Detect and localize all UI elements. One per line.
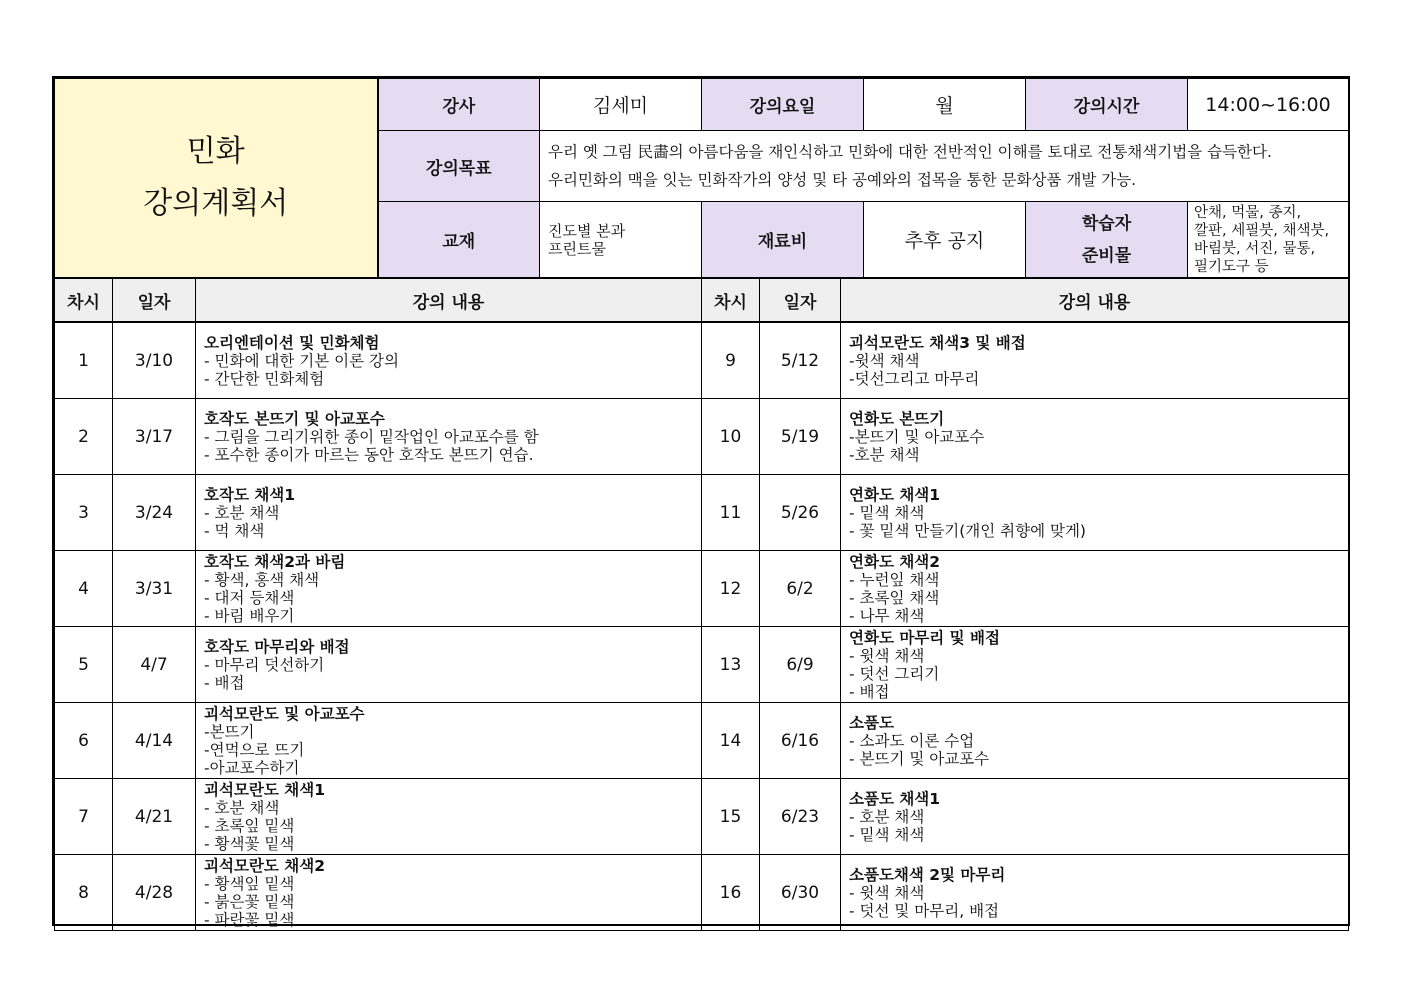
table-row — [55, 399, 1349, 475]
session-number: 16 — [702, 855, 760, 931]
session-number: 6 — [55, 703, 113, 779]
session-title: 괴석모란도 채색3 및 배접 — [849, 333, 1026, 352]
session-number: 7 — [55, 779, 113, 855]
table-row — [55, 551, 1349, 627]
table-row — [55, 627, 1349, 703]
prep-line-2: 깔판, 세필붓, 채색붓, — [1194, 222, 1330, 239]
session-number: 3 — [55, 475, 113, 551]
session-content — [196, 855, 702, 931]
session-date: 6/16 — [760, 703, 841, 779]
session-title: 괴석모란도 채색2 — [204, 856, 325, 875]
prep-line-4: 필기도구 등 — [1194, 258, 1269, 275]
title-line-2: 강의계획서 — [143, 186, 289, 221]
session-content — [196, 627, 702, 703]
day-value: 월 — [864, 79, 1026, 131]
session-detail-line: - 대저 등채색 — [204, 588, 295, 607]
document-title — [55, 79, 378, 278]
col-session-right: 차시 — [702, 279, 760, 323]
session-content — [841, 551, 1349, 627]
session-detail-line: - 파란꽃 밑색 — [204, 910, 295, 929]
session-content — [196, 779, 702, 855]
day-label: 강의요일 — [702, 79, 864, 131]
session-date: 3/10 — [113, 322, 196, 399]
session-content — [841, 855, 1349, 931]
session-content — [196, 475, 702, 551]
session-title: 호작도 본뜨기 및 아교포수 — [204, 409, 385, 428]
session-detail-line: - 누런잎 채색 — [849, 570, 940, 589]
session-detail-line: - 마무리 덧선하기 — [204, 655, 325, 674]
session-number: 9 — [702, 322, 760, 399]
session-content — [196, 551, 702, 627]
session-title: 연화도 채색1 — [849, 485, 941, 504]
session-detail-line: - 배접 — [204, 673, 245, 692]
session-number: 1 — [55, 322, 113, 399]
session-content — [196, 399, 702, 475]
session-date: 5/26 — [760, 475, 841, 551]
session-content — [196, 703, 702, 779]
time-value: 14:00~16:00 — [1188, 79, 1349, 131]
goal-line-1: 우리 옛 그림 民畵의 아름다움을 재인식하고 민화에 대한 전반적인 이해를 토대로 전통채색기법을 습득한다. — [548, 143, 1272, 161]
session-content — [841, 779, 1349, 855]
session-title: 호작도 채색1 — [204, 485, 296, 504]
session-title: 연화도 마무리 및 배접 — [849, 628, 1000, 647]
session-detail-line: - 나무 채색 — [849, 606, 925, 625]
session-detail-line: -윗색 채색 — [849, 351, 920, 370]
table-row — [55, 779, 1349, 855]
session-detail-line: -호분 채색 — [849, 445, 920, 464]
session-number: 10 — [702, 399, 760, 475]
table-row — [55, 475, 1349, 551]
prep-label-line-1: 학습자 — [1081, 213, 1132, 234]
table-row — [55, 703, 1349, 779]
table-row — [55, 855, 1349, 931]
prep-line-3: 바림붓, 서진, 물통, — [1194, 240, 1316, 257]
session-date: 6/9 — [760, 627, 841, 703]
session-detail-line: - 꽃 밑색 만들기(개인 취향에 맞게) — [849, 521, 1086, 540]
session-number: 4 — [55, 551, 113, 627]
session-detail-line: -연먹으로 뜨기 — [204, 740, 305, 759]
session-number: 2 — [55, 399, 113, 475]
session-detail-line: - 호분 채색 — [204, 798, 280, 817]
session-detail-line: - 붉은꽃 밑색 — [204, 892, 295, 911]
session-date: 4/28 — [113, 855, 196, 931]
session-detail-line: - 윗색 채색 — [849, 883, 925, 902]
session-number: 12 — [702, 551, 760, 627]
session-content — [841, 399, 1349, 475]
session-date: 6/23 — [760, 779, 841, 855]
session-detail-line: - 윗색 채색 — [849, 646, 925, 665]
session-content — [841, 627, 1349, 703]
session-title: 연화도 본뜨기 — [849, 409, 945, 428]
session-date: 3/31 — [113, 551, 196, 627]
textbook-value — [540, 202, 702, 278]
textbook-label: 교재 — [378, 202, 540, 278]
session-number: 8 — [55, 855, 113, 931]
session-content — [841, 703, 1349, 779]
session-content — [196, 322, 702, 399]
session-title: 괴석모란도 및 아교포수 — [204, 704, 365, 723]
fee-label: 재료비 — [702, 202, 864, 278]
session-number: 11 — [702, 475, 760, 551]
session-title: 호작도 마무리와 배접 — [204, 637, 350, 656]
session-detail-line: -본뜨기 — [204, 722, 255, 741]
title-line-1: 민화 — [186, 134, 245, 169]
session-title: 괴석모란도 채색1 — [204, 780, 325, 799]
fee-value: 추후 공지 — [864, 202, 1026, 278]
session-detail-line: - 포수한 종이가 마르는 동안 호작도 본뜨기 연습. — [204, 445, 534, 464]
session-detail-line: - 호분 채색 — [204, 503, 280, 522]
col-session-left: 차시 — [55, 279, 113, 323]
session-detail-line: - 그림을 그리기위한 종이 밑작업인 아교포수를 함 — [204, 427, 539, 446]
prep-label — [1026, 202, 1188, 278]
session-title: 소품도채색 2및 마무리 — [849, 865, 1006, 884]
session-date: 6/30 — [760, 855, 841, 931]
session-detail-line: - 소과도 이론 수업 — [849, 731, 975, 750]
col-content-left: 강의 내용 — [196, 279, 702, 323]
session-date: 3/17 — [113, 399, 196, 475]
col-content-right: 강의 내용 — [841, 279, 1349, 323]
session-detail-line: - 배접 — [849, 682, 890, 701]
session-detail-line: - 민화에 대한 기본 이론 강의 — [204, 351, 399, 370]
session-number: 5 — [55, 627, 113, 703]
session-detail-line: - 초록잎 채색 — [849, 588, 940, 607]
textbook-line-1: 진도별 본과 — [548, 221, 626, 240]
goal-text — [540, 131, 1349, 202]
col-date-left: 일자 — [113, 279, 196, 323]
instructor-label: 강사 — [378, 79, 540, 131]
session-detail-line: -본뜨기 및 아교포수 — [849, 427, 985, 446]
session-title: 호작도 채색2과 바림 — [204, 552, 346, 571]
session-title: 소품도 — [849, 713, 894, 732]
session-detail-line: - 황색, 홍색 채색 — [204, 570, 320, 589]
lecture-plan-sheet — [52, 76, 1350, 929]
session-content — [841, 475, 1349, 551]
session-date: 3/24 — [113, 475, 196, 551]
session-detail-line: - 덧선 그리기 — [849, 664, 940, 683]
instructor-value: 김세미 — [540, 79, 702, 131]
goal-line-2: 우리민화의 맥을 잇는 민화작가의 양성 및 타 공예와의 접목을 통한 문화상품 개발 가능. — [548, 171, 1137, 189]
session-detail-line: -덧선그리고 마무리 — [849, 369, 980, 388]
session-detail-line: - 바림 배우기 — [204, 606, 295, 625]
session-date: 5/19 — [760, 399, 841, 475]
session-detail-line: - 초록잎 밑색 — [204, 816, 295, 835]
session-detail-line: - 먹 채색 — [204, 521, 265, 540]
session-detail-line: - 덧선 및 마무리, 배접 — [849, 901, 1000, 920]
session-detail-line: - 황색잎 밑색 — [204, 874, 295, 893]
col-date-right: 일자 — [760, 279, 841, 323]
session-date: 5/12 — [760, 322, 841, 399]
time-label: 강의시간 — [1026, 79, 1188, 131]
session-date: 4/14 — [113, 703, 196, 779]
session-detail-line: -아교포수하기 — [204, 758, 300, 777]
schedule-table — [54, 278, 1349, 931]
goal-label: 강의목표 — [378, 131, 540, 202]
session-number: 15 — [702, 779, 760, 855]
header-table — [54, 78, 1349, 278]
session-title: 연화도 채색2 — [849, 552, 941, 571]
session-detail-line: - 밑색 채색 — [849, 825, 925, 844]
session-detail-line: - 본뜨기 및 아교포수 — [849, 749, 990, 768]
session-number: 13 — [702, 627, 760, 703]
session-date: 6/2 — [760, 551, 841, 627]
session-date: 4/21 — [113, 779, 196, 855]
prep-label-line-2: 준비물 — [1081, 245, 1132, 266]
table-row — [55, 322, 1349, 399]
session-detail-line: - 호분 채색 — [849, 807, 925, 826]
session-detail-line: - 밑색 채색 — [849, 503, 925, 522]
prep-value — [1188, 202, 1349, 278]
session-title: 소품도 채색1 — [849, 789, 941, 808]
session-date: 4/7 — [113, 627, 196, 703]
session-title: 오리엔테이션 및 민화체험 — [204, 333, 380, 352]
session-detail-line: - 간단한 민화체험 — [204, 369, 325, 388]
textbook-line-2: 프린트물 — [548, 239, 606, 258]
prep-line-1: 안채, 먹물, 종지, — [1194, 204, 1302, 221]
session-content — [841, 322, 1349, 399]
session-detail-line: - 황색꽃 밑색 — [204, 834, 295, 853]
session-number: 14 — [702, 703, 760, 779]
